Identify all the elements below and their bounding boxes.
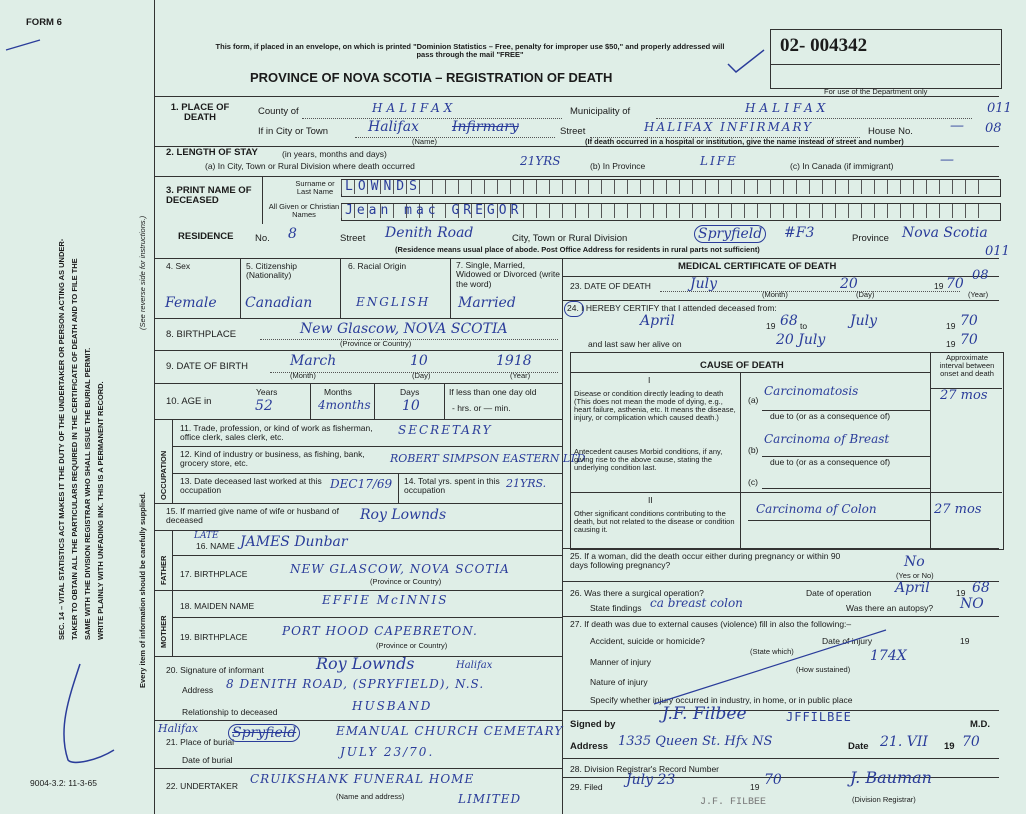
informant-addr-note: Halifax — [456, 660, 493, 671]
age-days-label: Days — [400, 387, 420, 397]
mother-bp-label: 19. BIRTHPLACE — [180, 632, 248, 642]
cause-due-2: due to (or as a consequence of) — [770, 457, 891, 467]
cause-c-label: (c) — [748, 477, 758, 487]
dob-day-hint: (Day) — [412, 371, 431, 380]
dob-label: 9. DATE OF BIRTH — [166, 361, 248, 372]
last-seen-label: and last saw her alive on — [588, 339, 682, 349]
surname-label: Surname or Last Name — [295, 179, 335, 196]
signed-label: Signed by — [570, 719, 616, 730]
racial-label: 6. Racial Origin — [348, 261, 407, 271]
q27-date: Date of injury — [822, 636, 873, 646]
father-bp-value: NEW GLASCOW, NOVA SCOTIA — [290, 562, 510, 576]
father-bp-label: 17. BIRTHPLACE — [180, 569, 248, 579]
municipality-label: Municipality of — [570, 106, 631, 117]
burial-place-value: EMANUAL CHURCH CEMETARY — [336, 724, 564, 738]
side-text-1: SEC. 14 – VITAL STATISTICS ACT MAKES IT THE DUTY OF THE UNDERTAKER OR PERSON ACTING AS UNDER- — [57, 238, 66, 640]
burial-struck: Spryfield — [228, 724, 300, 742]
q26-year: 68 — [972, 580, 990, 596]
place-of-death-label: 1. PLACE OF DEATH — [170, 102, 230, 124]
sex-value: Female — [165, 295, 217, 311]
q26-findings-label: State findings — [590, 603, 642, 613]
citizenship-value: Canadian — [245, 295, 313, 311]
side-text-instructions: (See reverse side for instructions.) — [138, 215, 147, 330]
dod-day: 20 — [840, 276, 858, 292]
margin-mark-icon — [4, 34, 44, 54]
dob-month: March — [290, 353, 337, 369]
interval-title: Approximate interval between onset and death — [939, 353, 995, 378]
given-value: Jean mac GREGOR — [345, 203, 523, 218]
residence-street-label: Street — [340, 233, 366, 244]
dod-year: 70 — [946, 276, 964, 292]
registrar-stamp: J.F. FILBEE — [700, 797, 767, 808]
industry-label: 12. Kind of industry or business, as fishing, bank, grocery store, etc. — [180, 449, 365, 469]
municipality-value: HALIFAX — [745, 101, 830, 115]
city-name-hint: (Name) — [412, 137, 438, 146]
cause-a-interval: 27 mos — [940, 388, 988, 403]
house-label: House No. — [868, 126, 913, 137]
father-name-value: JAMES Dunbar — [240, 534, 348, 550]
header-note: This form, if placed in an envelope, on which is printed "Dominion Statistics – Free, penalty for improper use $50," and properly addressed will pass through the mail "FREE" — [215, 42, 725, 59]
industry-value: ROBERT SIMPSON EASTERN LTD — [390, 452, 586, 465]
signed-print: JFFILBEE — [786, 710, 852, 724]
age-months-label: Months — [324, 387, 352, 397]
racial-value: ENGLISH — [356, 295, 431, 309]
q27-which: (State which) — [750, 647, 794, 656]
filed-date: July 23 — [626, 772, 676, 788]
stay-c-label: (c) In Canada (if immigrant) — [790, 161, 894, 171]
residence-province-label: Province — [852, 233, 889, 244]
age-days: 10 — [402, 398, 420, 414]
age-years: 52 — [255, 398, 273, 414]
page-title: PROVINCE OF NOVA SCOTIA – REGISTRATION OF DEATH — [250, 70, 613, 85]
city-struck-value: Infirmary — [452, 119, 519, 135]
informant-rel-value: HUSBAND — [352, 699, 433, 713]
city-value: Halifax — [368, 119, 419, 135]
date-value: 21. VII — [880, 734, 928, 750]
informant-rel-label: Relationship to deceased — [182, 707, 278, 717]
stay-b-label: (b) In Province — [590, 161, 646, 171]
address-label: Address — [570, 741, 609, 752]
county-label: County of — [258, 106, 299, 117]
cert-to: July — [850, 313, 878, 329]
given-label: All Given or Christian Names — [268, 202, 340, 219]
place-code-b: 08 — [985, 121, 1002, 136]
side-text-supplied: Every item of information should be carefully supplied. — [138, 492, 147, 688]
cause-antecedent-label: Antecedent causes Morbid conditions, if any, giving rise to the above cause, stating the underlying condition last. — [574, 447, 723, 472]
dob-year: 1918 — [496, 353, 532, 369]
spouse-label: 15. If married give name of wife or husband of deceased — [166, 506, 339, 526]
birthplace-value: New Glascow, NOVA SCOTIA — [300, 321, 508, 337]
last-seen-value: 20 July — [776, 332, 826, 348]
side-text-3: SAME WITH THE DIVISION REGISTRAR WHO SHALL ISSUE THE BURIAL PERMIT. — [83, 347, 92, 640]
registrar-hint: (Division Registrar) — [852, 795, 916, 804]
hospital-note: (If death occurred in a hospital or institution, give the name instead of street and number) — [585, 137, 904, 146]
residence-label: RESIDENCE — [178, 231, 234, 242]
address-value: 1335 Queen St. Hfx NS — [618, 734, 773, 749]
burial-date-value: JULY 23/70. — [340, 745, 435, 759]
deceased-name-label: 3. PRINT NAME OF DECEASED — [166, 185, 252, 207]
registrar-signature: J. Bauman — [850, 768, 932, 787]
date-year: 70 — [962, 734, 980, 750]
dod-year-hint: (Year) — [968, 290, 989, 299]
cert-circle — [564, 301, 584, 317]
dod-year-prefix: 19 — [934, 281, 944, 291]
registration-number: 02- 004342 — [780, 35, 868, 56]
dod-code: 08 — [972, 268, 989, 283]
undertaker-label: 22. UNDERTAKER — [166, 781, 238, 791]
age-lt-label: If less than one day old — [449, 387, 537, 397]
q27-how: (How sustained) — [796, 665, 851, 674]
q29-label: 29. Filed — [570, 782, 603, 792]
md-label: M.D. — [970, 719, 991, 730]
spouse-value: Roy Lownds — [360, 507, 447, 523]
medical-title: MEDICAL CERTIFICATE OF DEATH — [678, 261, 837, 272]
trade-label: 11. Trade, profession, or kind of work as fisherman, office clerk, sales clerk, etc. — [180, 423, 373, 443]
cert-from: April — [640, 313, 675, 329]
filed-year-prefix: 19 — [750, 782, 760, 792]
trade-value: SECRETARY — [398, 423, 493, 437]
check-mark-icon — [726, 48, 766, 76]
burial-date-label: Date of burial — [182, 755, 233, 765]
form-number: FORM 6 — [26, 17, 62, 28]
county-value: HALIFAX — [372, 101, 457, 115]
cause-title: CAUSE OF DEATH — [700, 360, 784, 371]
cause-roman-1: I — [648, 375, 651, 385]
cause-due-1: due to (or as a consequence of) — [770, 411, 891, 421]
margin-checkmark-icon — [28, 660, 118, 770]
mother-side-label: MOTHER — [159, 615, 168, 648]
dob-month-hint: (Month) — [290, 371, 316, 380]
undertaker-value-2: LIMITED — [458, 792, 522, 806]
father-name-prefix: LATE — [194, 531, 219, 541]
cause-roman-2: II — [648, 495, 653, 505]
cause-condition-label: Disease or condition directly leading to death (This does not mean the mode of dying, e.g., heart failure, asthenia, etc. It means the disease, injury, or complication which caused death.) — [574, 389, 736, 422]
residence-province-value: Nova Scotia — [902, 225, 988, 241]
total-years-label: 14. Total yrs. spent in this occupation — [404, 476, 500, 496]
other-conditions-label: Other significant conditions contributing to the death, but not related to the disease or condition causing it. — [574, 509, 735, 534]
q25-hint: (Yes or No) — [896, 571, 934, 580]
cert-from-year: 68 — [780, 313, 798, 329]
q27-specify: Specify whether injury occurred in industry, in home, or in public place — [590, 695, 853, 705]
informant-addr-value: 8 DENITH ROAD, (SPRYFIELD), N.S. — [226, 677, 485, 691]
dod-label: 23. DATE OF DEATH — [570, 281, 651, 291]
dod-month-hint: (Month) — [762, 290, 788, 299]
stay-a-label: (a) In City, Town or Rural Division where death occurred — [205, 161, 415, 171]
q27-nature: Nature of injury — [590, 677, 648, 687]
mother-bp-value: PORT HOOD CAPEBRETON. — [282, 624, 478, 638]
form-code: 9004-3.2: 11-3-65 — [30, 778, 97, 788]
q26-autopsy-label: Was there an autopsy? — [846, 603, 934, 613]
residence-city-label: City, Town or Rural Division — [512, 233, 628, 244]
dob-year-hint: (Year) — [510, 371, 531, 380]
house-value: — — [950, 118, 964, 134]
age-label: 10. AGE in — [166, 396, 212, 407]
informant-sig-label: 20. Signature of informant — [166, 665, 264, 675]
age-hours: - hrs. or — min. — [452, 403, 511, 413]
mother-bp-hint: (Province or Country) — [376, 641, 448, 650]
informant-addr-label: Address — [182, 685, 214, 695]
undertaker-value: CRUIKSHANK FUNERAL HOME — [250, 772, 475, 786]
cert-label: 24. I HEREBY CERTIFY that I attended deceased from: — [567, 303, 777, 313]
age-months: 4months — [318, 398, 371, 412]
father-name-label: 16. NAME — [196, 541, 235, 551]
last-worked-label: 13. Date deceased last worked at this occupation — [180, 476, 322, 496]
burial-place-label: 21. Place of burial — [166, 737, 235, 747]
cause-a-label: (a) — [748, 395, 759, 405]
age-years-label: Years — [256, 387, 278, 397]
informant-sig-value: Roy Lownds — [316, 654, 415, 673]
slash-mark-icon — [650, 620, 890, 710]
mother-maiden-value: EFFIE McINNIS — [322, 593, 449, 607]
filed-year: 70 — [764, 772, 782, 788]
residence-city-extra: #F3 — [784, 225, 815, 241]
residence-city-value: Spryfield — [694, 225, 766, 243]
last-seen-year: 70 — [960, 332, 978, 348]
place-code-a: 011 — [987, 101, 1012, 116]
q26-autopsy: NO — [960, 596, 984, 612]
dod-day-hint: (Day) — [856, 290, 875, 299]
q26-findings: ca breast colon — [650, 596, 743, 610]
side-text-2: TAKER TO OBTAIN ALL THE PARTICULARS REQUIRED IN THE CERTIFICATE OF DEATH AND TO FILE THE — [70, 258, 79, 640]
q27-label: 27. If death was due to external causes (violence) fill in also the following:– — [570, 619, 852, 629]
misc-code: 174X — [870, 648, 907, 664]
q26-month: April — [895, 580, 930, 596]
birthplace-label: 8. BIRTHPLACE — [166, 329, 237, 340]
burial-note: Halifax — [158, 722, 199, 735]
side-text-4: WRITE PLAINLY WITH UNFADING INK. THIS IS A PERMANENT RECORD. — [96, 381, 105, 640]
length-of-stay-note: (in years, months and days) — [282, 149, 387, 159]
q26-date-label: Date of operation — [806, 588, 872, 598]
q25-label: 25. If a woman, did the death occur either during pregnancy or within 90 days following pregnancy? — [570, 551, 841, 571]
total-years-value: 21YRS. — [506, 477, 547, 490]
residence-no-value: 8 — [288, 226, 297, 242]
dod-month: July — [690, 276, 718, 292]
undertaker-hint: (Name and address) — [336, 792, 405, 801]
other-conditions-value: Carcinoma of Colon — [756, 502, 877, 516]
residence-note: (Residence means usual place of abode. Post Office Address for residents in rural parts not sufficient) — [395, 245, 760, 254]
q25-answer: No — [904, 554, 925, 570]
last-worked-value: DEC17/69 — [330, 477, 393, 491]
marital-label: 7. Single, Married, Widowed or Divorced (write the word) — [456, 260, 560, 289]
residence-no-label: No. — [255, 233, 270, 244]
citizenship-label: 5. Citizenship (Nationality) — [246, 261, 298, 281]
marital-value: Married — [458, 295, 516, 311]
department-use-note: For use of the Department only — [824, 87, 928, 96]
street-value: HALIFAX INFIRMARY — [644, 120, 814, 134]
street-label: Street — [560, 126, 586, 137]
mother-maiden-label: 18. MAIDEN NAME — [180, 601, 255, 611]
stay-b-value: LIFE — [700, 154, 738, 168]
q26-label: 26. Was there a surgical operation? — [570, 588, 704, 598]
cause-a-value: Carcinomatosis — [764, 384, 859, 398]
q27-accident: Accident, suicide or homicide? — [590, 636, 705, 646]
father-bp-hint: (Province or Country) — [370, 577, 442, 586]
stay-c-value: — — [940, 152, 954, 168]
dob-day: 10 — [410, 353, 428, 369]
date-year-prefix: 19 — [944, 741, 955, 752]
date-label: Date — [848, 741, 869, 752]
birthplace-hint: (Province or Country) — [340, 339, 412, 348]
sex-label: 4. Sex — [166, 261, 191, 271]
q27-manner: Manner of injury — [590, 657, 651, 667]
cause-b-label: (b) — [748, 445, 759, 455]
stay-a-value: 21YRS — [520, 154, 561, 168]
surname-value: LOWNDS — [345, 179, 422, 194]
cert-to-year: 70 — [960, 313, 978, 329]
occupation-side-label: OCCUPATION — [159, 450, 168, 500]
cause-b-value: Carcinoma of Breast — [764, 432, 890, 446]
residence-street-value: Denith Road — [385, 225, 474, 241]
residence-code: 011 — [985, 244, 1010, 259]
signed-signature: J.F. Filbee — [662, 704, 747, 724]
q28-label: 28. Division Registrar's Record Number — [570, 764, 720, 774]
father-side-label: FATHER — [159, 555, 168, 585]
length-of-stay-label: 2. LENGTH OF STAY — [166, 147, 258, 158]
city-label: If in City or Town — [258, 126, 329, 137]
other-interval: 27 mos — [934, 502, 982, 517]
